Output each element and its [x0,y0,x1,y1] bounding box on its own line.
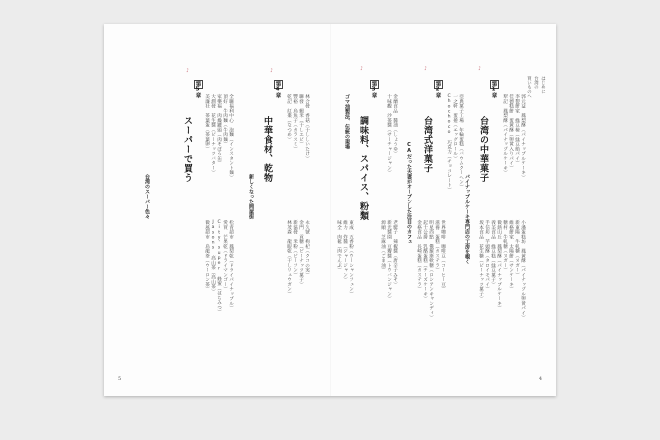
chapter-5-label: 第5章 [194,81,201,98]
chapter-3-decor: ♪ [359,65,364,73]
chapter-2-entry: 金格食品 長崎蛋糕（カステラ） [416,220,422,292]
chapter-1-entry: 微熱山丘 鳳梨酥（パイナップルケーキ） [496,220,502,311]
chapter-1-decor: ♪ [477,65,482,73]
chapter-2-entry: 亞典菓子工場 年輪蛋糕（バウムクーヘン） [458,94,464,189]
chapter-4-entry: 林合發 香菇（干ししいたけ） [304,94,310,161]
chapter-5-entry: 微風超市 烏龍茶（ウーロン茶） [204,220,210,292]
chapter-2-entry: Chochoco 巧克力（チョコレート） [446,94,452,193]
chapter-2-decor: ♪ [423,65,428,73]
chapter-4-entry: 新協發 米粉（ビーフン） [292,220,298,277]
chapter-3-entry: 味全 肉鬆（肉でんぶ） [336,220,342,273]
chapter-2-entry: 明星西點 俄羅斯軟糖（ロシアンキャンディ） [428,220,434,320]
intro-line: 買いものへ [526,76,532,98]
chapter-3-label: 第3章 [370,81,377,98]
chapter-4-entry: 林茂森 龍眼乾（干しリュウガン） [286,220,292,296]
chapter-1-label: 第1章 [490,81,497,98]
chapter-3-title: 調味料、スパイス、粉類 [358,116,368,221]
chapter-5-entry: 大潤發 花生醬（ピーナッツバター） [210,94,216,175]
chapter-5-entry: 松青超市 鳳梨乾（ドライパイナップル） [228,220,234,311]
book-spread [104,24,556,396]
chapter-3-entry: 十味觀 沙茶醬（サーチャージャン） [386,94,392,175]
chapter-4-entry: 永久號 枸杞（クコの実） [304,220,310,277]
chapter-1-entry: 佳德糕餅 蛋黃酥（卵黄入りパイ） [508,94,514,170]
chapter-5-entry: 家樂福 肉燥罐頭（肉そぼろ缶） [216,94,222,166]
chapter-1-feature: パイナップルケーキ専門店の工房を覗く [464,174,470,264]
chapter-3-entry: 源順 芝麻油（ごま油） [380,220,386,273]
chapter-1-entry: 小潘蛋糕坊 鳳黃酥（パイナップル卵黄パイ） [520,220,526,320]
chapter-3-entry: 老騾子 辣椒醬（唐辛子みそ） [392,220,398,287]
chapter-3-entry: 東成 五香粉（ウーシャンフェン） [348,220,354,296]
chapter-4-decor: ♪ [269,67,274,75]
chapter-5-decor: ♪ [185,67,190,75]
chapter-1-entry: 糖村 牛軋糖（ヌガー） [502,220,508,273]
chapter-1-entry: 坂本食品 花生糖（ピーナッツ菓子） [478,220,484,301]
chapter-1-entry: 新東陽 牛軋糖（ヌガー） [514,220,520,277]
chapter-4-entry: 豐裕 烏魚子（カラスミ） [292,94,298,151]
chapter-1-entry: 維格餅家 太陽餅（サンケーキ） [508,220,514,292]
chapter-5-title: スーパーで買う [182,116,192,183]
chapter-1-entry: 郭元益 鳳梨酥（パイナップルケーキ） [520,94,526,180]
chapter-4-label: 第4章 [274,81,281,98]
chapter-1-entry: 犁記 鳳梨酥（パイナップルケーキ） [502,94,508,175]
chapter-2-entry: 一之軒 蛋捲（エッグロール） [452,94,458,161]
left-page-number: 5 [118,376,122,382]
intro-line: はじめに [540,76,546,94]
chapter-4-title: 中華食材、乾物 [262,116,272,183]
chapter-4-feature: 新しくなった問屋街 [248,174,254,219]
chapter-2-feature: CAだった夫妻がオープンした注目のカフェ [406,142,412,244]
right-page-number: 4 [538,376,542,382]
intro-line: 台湾の [533,76,539,90]
chapter-5-entry: 愛買 芒果乾（ドライマンゴー） [222,220,228,292]
chapter-2-entry: 世界咖啡 咖啡豆（コーヒー豆） [440,220,446,292]
chapter-5-feature: 台湾のスーパー色々 [144,174,150,219]
right-page [330,24,556,396]
chapter-4-entry: 乾記 紅棗（なつめ） [286,94,292,142]
chapter-1-entry: 義美食品 綠豆糕（緑豆菓子） [490,220,496,287]
chapter-3-entry: 新光醬園 豆瓣醬（トウバンジャン） [386,220,392,301]
chapter-5-entry: City'super 蜂蜜（はちみつ） [216,220,222,315]
chapter-3-entry: 金蘭食品 醬油（しょうゆ） [392,94,398,156]
chapter-4-entry: 金門 貢糖（ピーナッツ菓子） [298,220,304,287]
chapter-3-feature: ゴマ油製法、伝統の現場 [344,94,350,149]
chapter-5-entry: 全聯福利中心 泡麵（インスタント麺） [228,94,234,180]
left-page [104,24,330,396]
chapter-5-entry: 美廉社 茶葉蛋（茶葉卵） [204,94,210,151]
chapter-3-entry: 維力 炸醬（ジャージャン） [342,220,348,282]
chapter-2-entry: 滋養 蛋糕（カステラ） [434,220,440,273]
chapter-1-entry: 李製餅家 綠豆椪（緑豆餡パイ） [514,94,520,166]
chapter-4-entry: 聯發 蝦米（干しエビ） [298,94,304,147]
chapter-2-entry: 起士公爵 乳酪蛋糕（チーズケーキ） [422,220,428,301]
chapter-2-title: 台湾式洋菓子 [422,116,432,173]
chapter-1-entry: 手信坊 芋頭酥（タロイモパイ） [484,220,490,292]
chapter-5-entry: Jasons 高山茶（高山茶） [210,220,216,294]
chapter-2-label: 第2章 [434,81,441,98]
chapter-5-entry: 頂好 牛肉麵（牛肉麺） [222,94,228,147]
chapter-1-title: 台湾の中華菓子 [478,116,488,183]
